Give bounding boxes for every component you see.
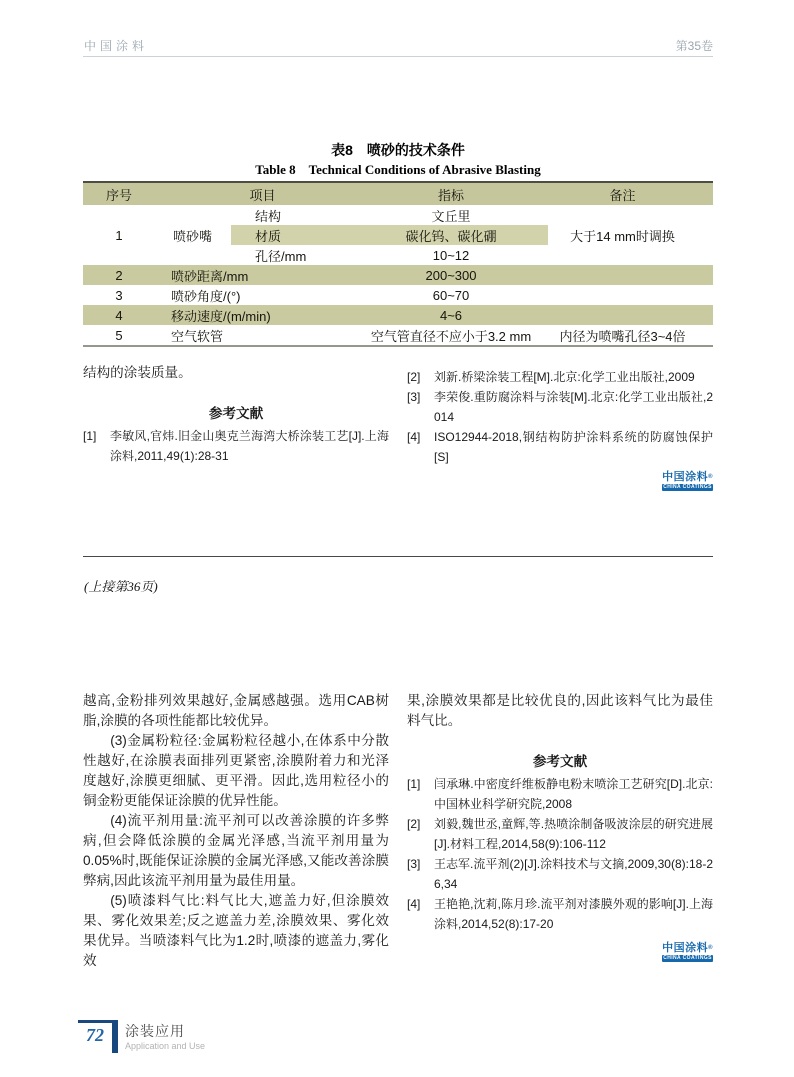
- upper-left-column: [83, 363, 389, 466]
- table-row-angle: [83, 285, 713, 305]
- closing-line: 结构的涂装质量。: [83, 365, 192, 380]
- lower-left-column: [83, 691, 389, 971]
- reference-list: [407, 367, 713, 467]
- reference-item: [407, 894, 713, 934]
- table-caption-en: Table 8 Technical Conditions of Abrasive Blasting: [255, 162, 541, 177]
- reference-text: 李敏风,官炜.旧金山奥克兰海湾大桥涂装工艺[J].上海涂料,2011,49(1):28-31: [110, 429, 389, 463]
- journal-name: 中国涂料: [84, 39, 149, 53]
- page-number-box: [78, 1020, 118, 1053]
- reference-number: [3]: [407, 857, 421, 871]
- reference-text: 闫承琳.中密度纤维板静电粉末喷涂工艺研究[D].北京:中国林业科学研究院,2008: [434, 777, 713, 811]
- sub-value-structure: 文丘里: [431, 208, 471, 224]
- table-row-distance: [83, 265, 713, 285]
- sub-value-bore: 10~12: [432, 247, 470, 263]
- row-value: 60~70: [432, 287, 470, 303]
- reference-item: [407, 854, 713, 894]
- table-caption-zh: 表8 喷砂的技术条件: [331, 142, 465, 158]
- reference-number: [3]: [407, 390, 421, 404]
- reference-text: 刘毅,魏世丞,童辉,等.热喷涂制备吸波涂层的研究进展[J].材料工程,2014,58(9):106-112: [434, 817, 713, 851]
- abrasive-blasting-table: [83, 181, 713, 347]
- table-row-hose: [83, 325, 713, 345]
- body-paragraph: 越高,金粉排列效果越好,金属感越强。选用CAB树脂,涂膜的各项性能都比较优异。: [83, 693, 389, 728]
- lower-right-column: [407, 691, 713, 965]
- row-item: 喷砂嘴: [173, 228, 213, 244]
- volume-label: 第35卷: [675, 39, 713, 53]
- reference-number: [2]: [407, 817, 421, 831]
- references-heading: 参考文献: [208, 406, 264, 421]
- references-heading: 参考文献: [532, 754, 588, 769]
- reference-list: [83, 426, 389, 466]
- upper-right-column: [407, 367, 713, 494]
- body-paragraph: 果,涂膜效果都是比较优良的,因此该料气比为最佳料气比。: [407, 693, 713, 728]
- body-paragraph: (4)流平剂用量:流平剂可以改善涂膜的许多弊病,但会降低涂膜的金属光泽感,当流平剂用量为0.05%时,既能保证涂膜的金属光泽感,又能改善涂膜弊病,因此该流平剂用量为最佳用量。: [83, 813, 389, 888]
- section-divider: [83, 556, 713, 557]
- header-cell-no: 序号: [105, 187, 132, 203]
- reference-list: [407, 774, 713, 934]
- reference-number: [2]: [407, 370, 421, 384]
- row-item: 移动速度/(m/min): [171, 308, 271, 324]
- body-paragraph: (3)金属粉粒径:金属粉粒径越小,在体系中分散性越好,在涂膜表面排列更紧密,涂膜附着力和光泽度越好,涂膜更细腻、更平滑。因此,选用粒径小的铜金粉更能保证涂膜的优异性能。: [83, 733, 389, 808]
- page-footer: [78, 1020, 205, 1053]
- section-title-zh: 涂装应用: [125, 1023, 185, 1039]
- row-value: 空气管直径不应小于3.2 mm: [370, 328, 532, 344]
- table-row-speed: [83, 305, 713, 325]
- reference-text: 王志军.流平剂(2)[J].涂料技术与文摘,2009,30(8):18-26,34: [434, 857, 713, 891]
- logo-en-text: CHINA COATINGS: [663, 955, 712, 961]
- reference-item: [407, 387, 713, 427]
- continued-from-note: (上接第36页): [84, 579, 158, 594]
- sub-label-bore: 孔径/mm: [255, 248, 307, 264]
- row-note: 大于14 mm时调换: [570, 228, 675, 244]
- row-item: 喷砂角度/(°): [171, 288, 241, 304]
- reference-item: [407, 427, 713, 467]
- header-cell-index: 指标: [437, 187, 464, 203]
- row-no: 5: [115, 327, 123, 343]
- row-no: 1: [115, 227, 123, 243]
- header-cell-note: 备注: [609, 187, 636, 203]
- reference-text: 李荣俊.重防腐涂料与涂装[M].北京:化学工业出版社,2014: [434, 390, 713, 424]
- reference-text: 王艳艳,沈莉,陈月珍.流平剂对漆膜外观的影响[J].上海涂料,2014,52(8):17-20: [434, 897, 713, 931]
- section-title-en: Application and Use: [125, 1041, 206, 1051]
- row-no: 2: [115, 267, 123, 283]
- reference-number: [1]: [407, 777, 421, 791]
- reference-text: ISO12944-2018,钢结构防护涂料系统的防腐蚀保护[S]: [434, 430, 713, 464]
- reference-number: [4]: [407, 897, 421, 911]
- sub-label-material: 材质: [255, 228, 282, 244]
- reference-number: [4]: [407, 430, 421, 444]
- logo-zh-text: 中国涂料: [662, 471, 709, 483]
- registered-mark-icon: ®: [708, 945, 713, 951]
- reference-text: 刘新.桥梁涂装工程[M].北京:化学工业出版社,2009: [434, 370, 695, 384]
- registered-mark-icon: ®: [708, 474, 713, 480]
- sub-value-material: 碳化钨、碳化硼: [405, 228, 497, 244]
- row-item: 空气软管: [171, 328, 224, 344]
- row-value: 4~6: [439, 307, 463, 323]
- row-value: 200~300: [425, 267, 477, 283]
- reference-number: [1]: [83, 429, 97, 443]
- running-head: [83, 37, 713, 57]
- body-paragraph: (5)喷漆料气比:料气比大,遮盖力好,但涂膜效果、雾化效果差;反之遮盖力差,涂膜效果、雾化效果优异。当喷漆料气比为1.2时,喷漆的遮盖力,雾化效: [83, 893, 389, 968]
- china-coatings-logo: [407, 472, 713, 494]
- reference-item: [83, 426, 389, 466]
- section-title-block: [125, 1020, 205, 1051]
- table-header-row: [83, 183, 713, 205]
- reference-item: [407, 774, 713, 814]
- row-item: 喷砂距离/mm: [171, 268, 249, 284]
- page-number: 72: [86, 1025, 104, 1045]
- reference-item: [407, 814, 713, 854]
- row-no: 3: [115, 287, 123, 303]
- logo-zh-text: 中国涂料: [662, 942, 709, 954]
- row-note: 内径为喷嘴孔径3~4倍: [559, 328, 686, 344]
- reference-item: [407, 367, 713, 387]
- row-no: 4: [115, 307, 123, 323]
- china-coatings-logo: [407, 943, 713, 965]
- sub-label-structure: 结构: [255, 208, 282, 224]
- header-cell-item: 项目: [249, 187, 276, 203]
- table-row-nozzle: [83, 205, 713, 265]
- logo-en-text: CHINA COATINGS: [663, 484, 712, 490]
